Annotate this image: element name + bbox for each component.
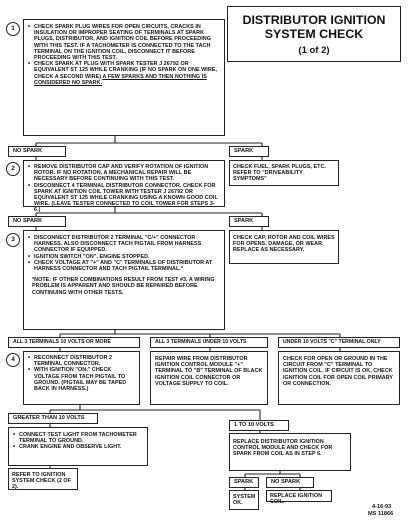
step-1-number: 1 [6, 22, 20, 36]
branch-3-c-terminal-only: UNDER 10 VOLTS "C" TERMINAL ONLY [278, 337, 400, 348]
branch-1-spark: SPARK [229, 146, 269, 157]
step-3-number: 3 [6, 233, 20, 247]
step-3-note: *NOTE: IF OTHER COMBINATIONS RESULT FROM TEST #3, A WIRING PROBLEM IS APPARENT AND SHOULD BE REPAIRED BEFORE CONTINUING WITH OTHER TESTS. [32, 277, 215, 296]
footer-date: 4-16-93 [372, 504, 392, 510]
step-4-item-1: • RECONNECT DISTRIBUTOR 2 TERMINAL CONNECTOR. [27, 355, 136, 367]
check-cap-rotor-box: CHECK CAP, ROTOR AND COIL WIRES FOR OPENS, DAMAGE, OR WEAR. REPLACE AS NECESSARY. [229, 230, 339, 264]
check-fuel-box: CHECK FUEL, SPARK PLUGS, ETC. REFER TO "DRIVEABILITY SYMPTOMS" [229, 160, 339, 186]
title-line-2: SYSTEM CHECK [264, 27, 364, 41]
step-2-box [23, 160, 225, 214]
step-2-item-1: • REMOVE DISTRIBUTOR CAP AND VERIFY ROTATION OF IGNITION ROTOR. IF NO ROTATION, A MECHANICAL REPAIR WILL BE NECESSARY BEFORE CONTINUING WITH THIS TEST. [27, 164, 221, 183]
branch-3-all-under-10: ALL 3 TERMINALS UNDER 10 VOLTS [150, 337, 268, 348]
branch-2-spark: SPARK [229, 216, 269, 227]
step-4-box [23, 351, 140, 405]
title-line-3: (1 of 2) [298, 45, 330, 56]
branch-5-no-spark: NO SPARK [266, 477, 314, 488]
step-1-box [23, 19, 225, 136]
repair-wire-box: REPAIR WIRE FROM DISTRIBUTOR IGNITION CONTROL MODULE "+" TERMINAL TO "B" TERMINAL OF BLACK IGNITION COIL CONNECTOR OR VOLTAGE SUPPLY TO COIL. [150, 351, 268, 405]
step-3-item-3: • CHECK VOLTAGE AT "+" AND "C" TERMINALS OF DISTRIBUTOR AT HARNESS CONNECTOR AND TACH PIGTAIL TERMINAL.* [27, 260, 221, 272]
replace-coil-box: REPLACE IGNITION COIL. [266, 490, 332, 502]
refer-ignition-box: REFER TO IGNITION SYSTEM CHECK (2 OF 2). [8, 468, 78, 490]
branch-2-no-spark: NO SPARK [8, 216, 66, 227]
title-box [227, 6, 401, 62]
title-line-1: DISTRIBUTOR IGNITION [242, 13, 386, 27]
step-1-item-2-text: CHECK SPARK AT PLUG WITH SPARK TESTER J 26792 OR EQUIVALENT ST 125 WHILE CRANKING (IF NO SPARK ON ONE WIRE, CHECK A SECOND WIRE) [34, 61, 217, 80]
replace-module-box: REPLACE DISTRIBUTOR IGNITION CONTROL MODULE AND CHECK FOR SPARK FROM COIL AS IN STEP 6. [229, 433, 351, 471]
step-2-number: 2 [6, 162, 20, 176]
step-2-item-2: • DISCONNECT 4 TERMINAL DISTRIBUTOR CONNECTOR. CHECK FOR SPARK AT IGNITION COIL TOWER WITH TESTER J 26792 OR EQUIVALENT ST 125 WHILE CRANKING USING A KNOWN GOOD COIL WIRE. (LEAVE TESTER CONNECTED TO COIL TOWER FOR STEPS 3-6.) [27, 183, 221, 214]
step-3-box [23, 230, 225, 330]
step-1-item-2-underlined: A FEW SPARKS AND THEN NOTHING IS CONSIDERED NO SPARK. [34, 73, 207, 86]
check-open-ground-box: CHECK FOR OPEN OR GROUND IN THE CIRCUIT FROM "C" TERMINAL TO IGNITION COIL. IF CIRCUIT IS OK, CHECK IGNITION COIL FOR OPEN COIL PRIMARY OR CONNECTION. [278, 351, 400, 405]
branch-3-all-10-or-more: ALL 3 TERMINALS 10 VOLTS OR MORE [8, 337, 140, 348]
branch-5-spark: SPARK [229, 477, 259, 488]
step-3-item-1: • DISCONNECT DISTRIBUTOR 2 TERMINAL "C/+" CONNECTOR HARNESS. ALSO DISCONNECT TACH PIGTAIL FROM HARNESS CONNECTOR IF EQUIPPED. [27, 235, 221, 254]
test-light-box [8, 427, 148, 466]
test-light-item-2: • CRANK ENGINE AND OBSERVE LIGHT. [12, 444, 144, 450]
step-4-number: 4 [6, 353, 20, 367]
system-ok-box: SYSTEM OK. [229, 490, 259, 510]
step-4-item-2: • WITH IGNITION "ON," CHECK VOLTAGE FROM TACH PIGTAIL TO GROUND. (PIGTAIL MAY BE TAPED BACK IN HARNESS.) [27, 367, 136, 392]
branch-4-greater-than-10: GREATER THAN 10 VOLTS [8, 413, 98, 424]
step-1-item-1: • CHECK SPARK PLUG WIRES FOR OPEN CIRCUITS, CRACKS IN INSULATION OR IMPROPER SEATING OF TERMINALS AT SPARK PLUGS, DISTRIBUTOR, AND IGNITION COIL BEFORE PROCEEDING WITH THIS TEST. IF A TACHOMETER IS CONNECTED TO THE TACH TERMINAL ON THE IGNITION COIL, DISCONNECT IT BEFORE PROCEEDING WITH THIS TEST. [27, 24, 221, 61]
footer-code: MS 11866 [368, 511, 394, 517]
step-3-item-2: • IGNITION SWITCH "ON", ENGINE STOPPED. [27, 254, 221, 260]
branch-4-1-to-10: 1 TO 10 VOLTS [229, 420, 289, 431]
test-light-item-1: • CONNECT TEST LIGHT FROM TACHOMETER TERMINAL TO GROUND. [12, 432, 144, 444]
branch-1-no-spark: NO SPARK [8, 146, 66, 157]
step-1-item-2 [27, 61, 221, 86]
